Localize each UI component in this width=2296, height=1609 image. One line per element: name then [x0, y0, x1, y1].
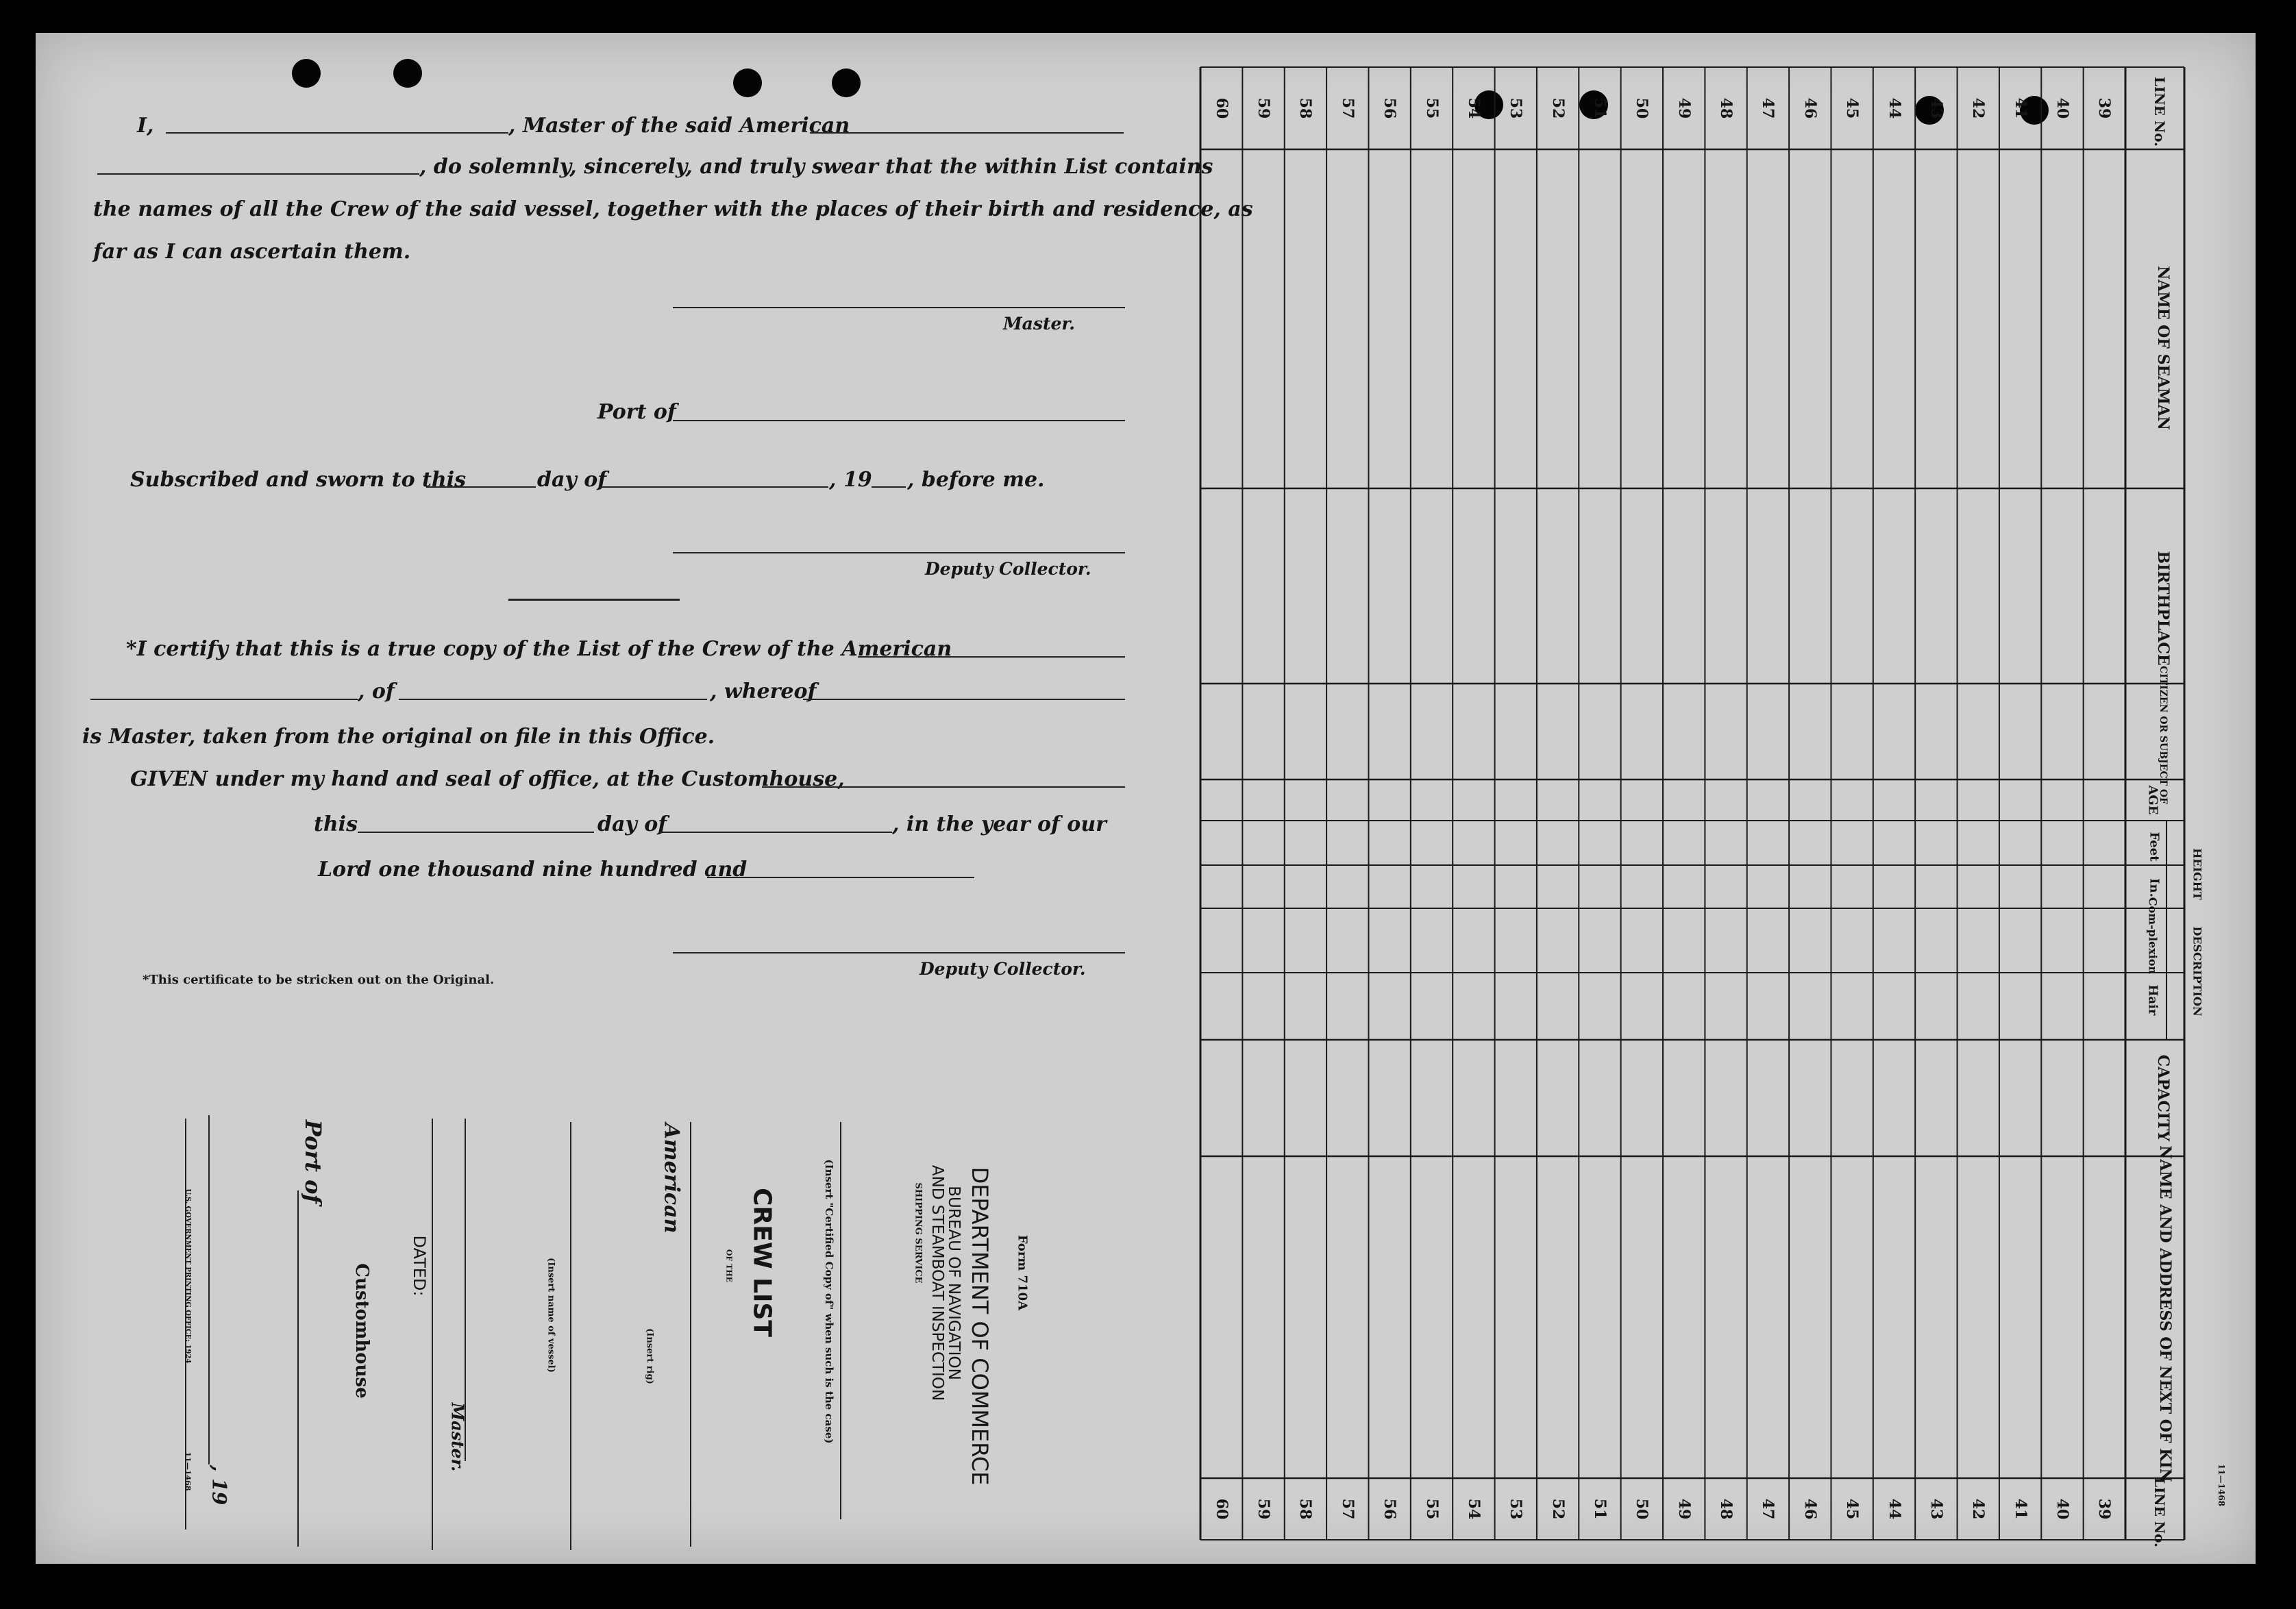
crew-table-grid: [36, 33, 2256, 1564]
line-number-top: 59: [1255, 97, 1273, 119]
deputy-collector-label-1: Deputy Collector.: [925, 559, 1091, 579]
header-inches: In.: [2147, 878, 2162, 897]
certified-copy-note: (Insert "Certified Copy of" when such is the case): [823, 1159, 835, 1444]
line-number-top: 44: [1885, 97, 1903, 119]
line-number-top: 50: [1633, 97, 1651, 119]
oath-i: I,: [137, 114, 154, 138]
header-hair: Hair: [2145, 984, 2160, 1016]
form-number: Form 710A: [1015, 1234, 1030, 1311]
deputy-collector-label-2: Deputy Collector.: [919, 959, 1086, 979]
given-lord: Lord one thousand nine hundred and: [318, 858, 748, 882]
line-number-top: 40: [2053, 97, 2071, 119]
given-text: GIVEN under my hand and seal of office, at the Customhouse,: [130, 767, 845, 791]
endorsement-master: Master.: [447, 1402, 468, 1472]
insert-rig-note: (Insert rig): [644, 1328, 655, 1384]
header-height: HEIGHT: [2190, 848, 2204, 900]
header-line-no-top: LINE No.: [2151, 76, 2168, 147]
endorsement-port-of: Port of: [300, 1119, 326, 1204]
line-number-top: 54: [1464, 97, 1483, 119]
line-number-top: 55: [1422, 97, 1441, 119]
line-number-bottom: 57: [1338, 1498, 1357, 1520]
line-number-bottom: 55: [1422, 1498, 1441, 1520]
header-citizen: CITIZEN OR SUBJECT OF: [2158, 666, 2169, 804]
printer-imprint: U.S. GOVERNMENT PRINTING OFFICE: 1924: [184, 1188, 192, 1364]
line-number-bottom: 49: [1675, 1498, 1693, 1520]
line-number-bottom: 52: [1548, 1498, 1567, 1520]
line-number-bottom: 56: [1381, 1498, 1399, 1520]
line-number-bottom: 45: [1843, 1498, 1862, 1520]
certify-master-text: is Master, taken from the original on file in this Office.: [82, 725, 715, 749]
header-feet: Feet: [2147, 832, 2162, 862]
line-number-bottom: 51: [1590, 1498, 1609, 1520]
line-number-top: 43: [1927, 97, 1945, 119]
of-the-label: OF THE: [724, 1249, 734, 1283]
department-title: DEPARTMENT OF COMMERCE: [967, 1167, 993, 1486]
line-number-top: 41: [2011, 97, 2029, 119]
line-number-top: 48: [1717, 97, 1736, 119]
header-birthplace: BIRTHPLACE: [2154, 551, 2172, 666]
line-number-top: 52: [1548, 97, 1567, 119]
header-next-of-kin: NAME AND ADDRESS OF NEXT OF KIN: [2156, 1145, 2174, 1482]
line-number-top: 51: [1590, 97, 1609, 119]
line-number-top: 39: [2095, 97, 2114, 119]
line-number-bottom: 54: [1464, 1498, 1483, 1520]
line-number-bottom: 42: [1969, 1498, 1988, 1520]
line-number-bottom: 43: [1927, 1498, 1945, 1520]
line-number-bottom: 53: [1507, 1498, 1525, 1520]
sworn-day-of: day of: [537, 468, 607, 492]
side-form-code: 11—1468: [2217, 1463, 2226, 1507]
header-description: DESCRIPTION: [2190, 926, 2204, 1016]
line-number-bottom: 48: [1717, 1498, 1736, 1520]
sworn-text: Subscribed and sworn to this: [130, 468, 467, 492]
oath-ascertain-text: far as I can ascertain them.: [93, 240, 411, 264]
line-number-top: 42: [1969, 97, 1988, 119]
header-age: AGE: [2145, 785, 2160, 815]
line-number-bottom: 41: [2011, 1498, 2029, 1520]
port-of-label: Port of: [597, 400, 676, 424]
given-day-of: day of: [597, 812, 667, 836]
line-number-top: 46: [1801, 97, 1819, 119]
line-number-bottom: 47: [1759, 1498, 1777, 1520]
header-line-no-bottom: LINE No.: [2151, 1477, 2168, 1548]
master-signature-label: Master.: [1003, 314, 1075, 334]
line-number-bottom: 50: [1633, 1498, 1651, 1520]
shipping-service: SHIPPING SERVICE: [913, 1182, 924, 1284]
line-number-bottom: 46: [1801, 1498, 1819, 1520]
header-name-of-seaman: NAME OF SEAMAN: [2154, 266, 2172, 430]
line-number-bottom: 58: [1296, 1498, 1315, 1520]
line-number-top: 49: [1675, 97, 1693, 119]
line-number-top: 58: [1296, 97, 1315, 119]
american-label: American: [659, 1123, 684, 1234]
customhouse-label: Customhouse: [351, 1263, 372, 1399]
insert-vessel-note: (Insert name of vessel): [545, 1258, 556, 1373]
sworn-before-me: , before me.: [907, 468, 1045, 492]
line-number-top: 47: [1759, 97, 1777, 119]
certify-of: , of: [358, 679, 395, 703]
line-number-top: 57: [1338, 97, 1357, 119]
line-number-bottom: 60: [1212, 1498, 1231, 1520]
oath-swear-text: , do solemnly, sincerely, and truly swear that the within List contains: [419, 155, 1213, 179]
line-number-top: 60: [1212, 97, 1231, 119]
line-number-bottom: 44: [1885, 1498, 1903, 1520]
line-number-bottom: 40: [2053, 1498, 2071, 1520]
given-this: this: [314, 812, 358, 836]
printer-code: 11—1468: [183, 1451, 193, 1491]
line-number-top: 53: [1507, 97, 1525, 119]
line-number-top: 45: [1843, 97, 1862, 119]
crew-list-title: CREW LIST: [748, 1188, 776, 1337]
certificate-footnote: *This certificate to be stricken out on the Original.: [143, 973, 495, 987]
endorsement-year: , 19: [208, 1464, 231, 1506]
certify-text: *I certify that this is a true copy of the List of the Crew of the American: [126, 637, 952, 661]
oath-names-text: the names of all the Crew of the said vessel, together with the places of their birth and residence, as: [93, 197, 1253, 221]
given-in-year: , in the year of our: [892, 812, 1107, 836]
crew-list-form-sheet: [36, 33, 2256, 1564]
header-complexion: Com-plexion: [2146, 897, 2160, 975]
line-number-top: 56: [1381, 97, 1399, 119]
bureau-line-1: BUREAU OF NAVIGATION: [945, 1186, 963, 1380]
certify-whereof: , whereof: [710, 679, 817, 703]
dated-label: DATED:: [410, 1235, 429, 1297]
line-number-bottom: 59: [1255, 1498, 1273, 1520]
bureau-line-2: AND STEAMBOAT INSPECTION: [928, 1164, 946, 1401]
line-number-bottom: 39: [2095, 1498, 2114, 1520]
oath-master-text: , Master of the said American: [508, 114, 850, 138]
sworn-year: , 19: [829, 468, 872, 492]
header-capacity: CAPACITY: [2154, 1054, 2172, 1142]
